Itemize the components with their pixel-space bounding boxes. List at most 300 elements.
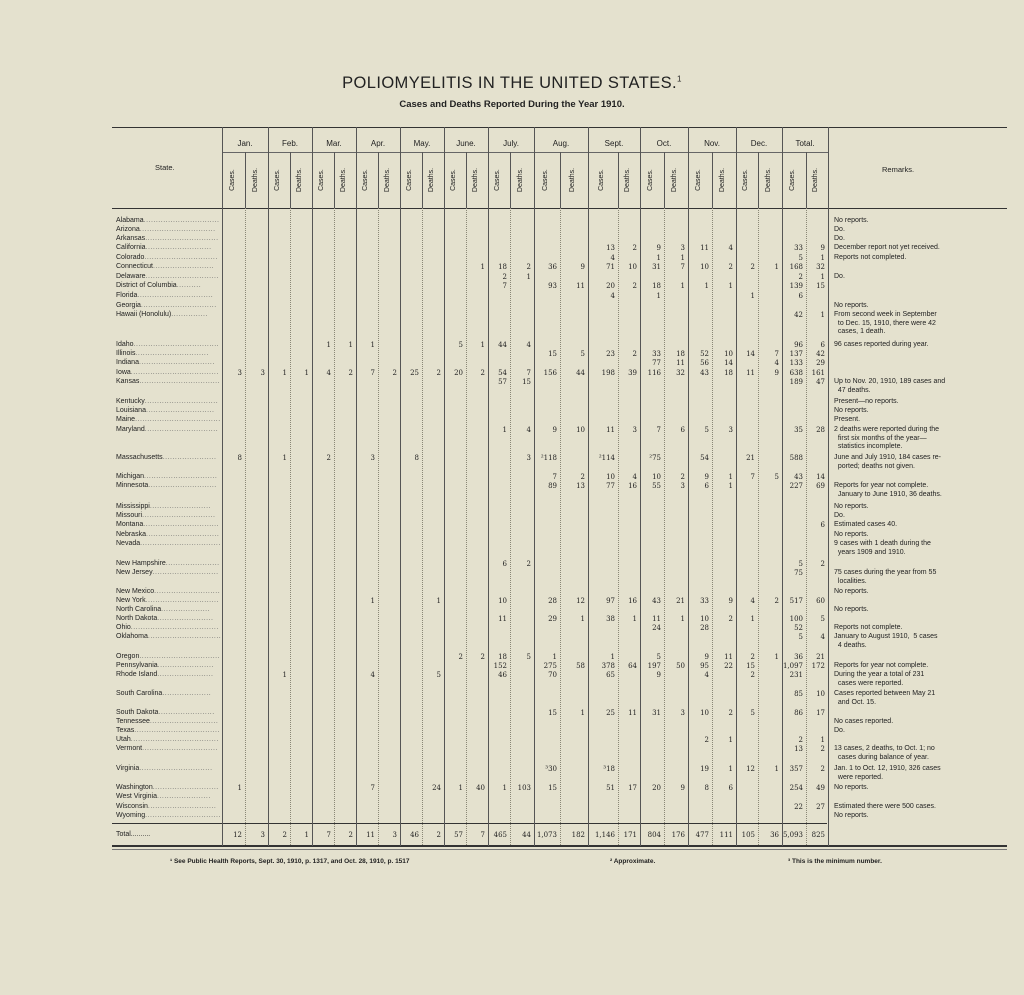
remark-text: June and July 1910, 184 cases re- ported; deaths not given. <box>834 454 942 470</box>
cell-value: 77 <box>606 482 615 490</box>
subcolumn-dots <box>290 208 291 845</box>
subcolumn-dots <box>758 208 759 845</box>
leader-dots: .............................. <box>135 350 209 357</box>
cell-value: 1 <box>282 454 287 462</box>
month-divider <box>400 127 401 846</box>
leader-dots: .............................. <box>142 512 216 519</box>
month-header: Mar. <box>326 139 342 148</box>
leader-dots: ............................... <box>143 521 220 528</box>
state-label <box>116 615 213 623</box>
month-divider <box>268 127 269 846</box>
remark-text: No reports. <box>834 812 869 819</box>
cell-value: 21 <box>676 597 685 605</box>
cell-value: 42 <box>816 350 825 358</box>
cell-value: 33 <box>794 244 803 252</box>
month-header: Feb. <box>281 139 298 148</box>
cell-value: 2 <box>632 282 637 290</box>
deaths-header: Deaths. <box>517 167 524 193</box>
cases-header: Cases. <box>450 169 457 191</box>
page-subtitle: Cases and Deaths Reported During the Year 1910. <box>399 99 625 110</box>
cell-value: 9 <box>680 784 685 792</box>
leader-dots: ................................... <box>134 727 220 734</box>
subcolumn-divider <box>422 152 423 208</box>
cell-value: 1 <box>728 473 733 481</box>
state-name: North Dakota <box>116 615 158 622</box>
cell-value: 2 <box>326 454 331 462</box>
cell-value: 5 <box>458 341 463 349</box>
cell-value: 3 <box>680 244 685 252</box>
cell-value: 2 <box>480 369 485 377</box>
state-name: South Carolina <box>116 690 163 697</box>
cell-value: 42 <box>794 311 803 319</box>
state-name: New York <box>116 597 146 604</box>
leader-dots: ............................ <box>145 407 215 414</box>
subcolumn-dots <box>560 208 561 845</box>
cell-value: 9 <box>552 426 557 434</box>
state-label <box>116 745 218 753</box>
cell-value: 2 <box>526 560 531 568</box>
cell-value: 75 <box>794 569 803 577</box>
cell-value: 18 <box>652 282 661 290</box>
cell-value: 10 <box>816 690 825 698</box>
cell-value: 15 <box>816 282 825 290</box>
cell-value: 89 <box>548 482 557 490</box>
cell-value: 18 <box>498 653 507 661</box>
state-name: New Mexico <box>116 588 155 595</box>
cell-value: 4 <box>326 369 331 377</box>
leader-dots: ................................... <box>133 341 220 348</box>
cell-value: 44 <box>576 369 585 377</box>
cell-value: 85 <box>794 690 803 698</box>
cell-value: 95 <box>700 662 709 670</box>
cell-value: 6 <box>704 482 709 490</box>
cell-value: 25 <box>410 369 419 377</box>
cell-value: 378 <box>601 662 615 670</box>
cell-value: 2 <box>820 745 825 753</box>
cell-value: 15 <box>548 784 557 792</box>
cell-value: 14 <box>724 359 733 367</box>
state-name: Montana <box>116 521 144 528</box>
state-name: Arizona <box>116 226 140 233</box>
cell-value: 2 <box>750 263 755 271</box>
remark-text: Up to Nov. 20, 1910, 189 cases and 47 deaths. <box>834 378 946 394</box>
cell-value: 4 <box>704 671 709 679</box>
deaths-header: Deaths. <box>624 167 631 193</box>
state-name: Louisiana <box>116 407 146 414</box>
cell-value: 93 <box>548 282 557 290</box>
cell-value: 64 <box>628 662 637 670</box>
cell-value: 638 <box>789 369 803 377</box>
state-label <box>116 426 218 434</box>
cell-value: 11 <box>676 359 685 367</box>
total-value: 1,073 <box>536 831 557 839</box>
state-label <box>116 292 213 300</box>
total-value: 825 <box>811 831 825 839</box>
state-name: Minnesota <box>116 482 149 489</box>
leader-dots: ........................... <box>154 588 221 595</box>
subcolumn-dots <box>510 208 511 845</box>
cell-value: 7 <box>656 426 661 434</box>
cell-value: 13 <box>606 244 615 252</box>
deaths-header: Deaths. <box>719 167 726 193</box>
state-label <box>116 588 220 596</box>
cell-value: 6 <box>820 341 825 349</box>
cell-value: 5 <box>704 426 709 434</box>
total-value: 2 <box>436 831 441 839</box>
state-name: North Carolina <box>116 606 162 613</box>
state-name: Utah <box>116 736 131 743</box>
total-value: 477 <box>695 831 709 839</box>
cell-value: 12 <box>746 765 755 773</box>
remark-text: Reports not completed. <box>834 254 907 261</box>
cell-value: 357 <box>789 765 803 773</box>
subcolumn-divider <box>758 152 759 208</box>
state-label <box>116 812 221 820</box>
cell-value: 15 <box>548 350 557 358</box>
cell-value: 1 <box>348 341 353 349</box>
cell-value: 1 <box>502 426 507 434</box>
cell-value: 7 <box>370 369 375 377</box>
state-name: Massachusetts <box>116 454 163 461</box>
cell-value: 18 <box>724 369 733 377</box>
cell-value: 10 <box>700 709 709 717</box>
state-label <box>116 244 212 252</box>
cell-value: 27 <box>816 803 825 811</box>
cell-value: 1 <box>436 597 441 605</box>
cell-value: 10 <box>652 473 661 481</box>
cell-value: 11 <box>652 615 661 623</box>
cell-value: 1 <box>610 653 615 661</box>
state-name: Vermont <box>116 745 143 752</box>
remark-text: No reports. <box>834 503 869 510</box>
cell-value: 3 <box>370 454 375 462</box>
leader-dots: ............................... <box>138 359 215 366</box>
cell-value: 1 <box>728 765 733 773</box>
deaths-header: Deaths. <box>251 167 259 193</box>
state-label <box>116 359 215 367</box>
cell-value: 5 <box>820 615 825 623</box>
state-header: State. <box>155 163 175 172</box>
cell-value: 116 <box>647 369 661 377</box>
cell-value: 97 <box>606 597 615 605</box>
state-label <box>116 690 211 698</box>
cell-value: 5 <box>798 633 803 641</box>
leader-dots: ........................... <box>152 784 219 791</box>
remark-text: Present—no reports. <box>834 398 899 405</box>
cell-value: 28 <box>816 426 825 434</box>
cell-value: 22 <box>794 803 803 811</box>
cell-value: 19 <box>700 765 709 773</box>
cases-header: Cases. <box>598 169 605 191</box>
cell-value: 5 <box>580 350 585 358</box>
state-label <box>116 512 215 520</box>
cell-value: 10 <box>498 597 507 605</box>
deaths-header: Deaths. <box>569 167 576 193</box>
cell-value: 189 <box>789 378 803 386</box>
cases-header: Cases. <box>362 169 369 191</box>
state-name: Georgia <box>116 302 141 309</box>
cell-value: 11 <box>746 369 755 377</box>
leader-dots: .............................. <box>144 473 218 480</box>
cell-value: 2 <box>502 273 507 281</box>
total-value: 36 <box>770 831 779 839</box>
month-header: Nov. <box>704 139 720 148</box>
month-header: Jan. <box>237 139 253 148</box>
deaths-header: Deaths. <box>671 167 678 193</box>
state-label <box>116 378 220 386</box>
total-value: 176 <box>671 831 685 839</box>
cell-value: 7 <box>502 282 507 290</box>
cell-value: 9 <box>774 369 779 377</box>
cell-value: 7 <box>774 350 779 358</box>
state-name: Wyoming <box>116 812 146 819</box>
cell-value: 1 <box>580 709 585 717</box>
state-name: Virginia <box>116 765 140 772</box>
state-label <box>116 282 201 290</box>
leader-dots: ................................... <box>135 416 221 423</box>
total-value: 465 <box>493 831 507 839</box>
cell-value: 1 <box>632 615 637 623</box>
cell-value: 1 <box>458 784 463 792</box>
remark-text: 75 cases during the year from 55 localities. <box>834 569 937 585</box>
cell-value: 17 <box>816 709 825 717</box>
cell-value: 2 <box>728 615 733 623</box>
cell-value: 1 <box>820 273 825 281</box>
cases-header: Cases. <box>789 169 796 191</box>
cell-value: 1 <box>480 341 485 349</box>
state-label <box>116 803 216 811</box>
month-header: Dec. <box>750 139 768 148</box>
leader-dots: ................................. <box>139 378 221 385</box>
cell-value: 2 <box>458 653 463 661</box>
cell-value: 2 <box>436 369 441 377</box>
subcolumn-divider <box>378 152 379 208</box>
leader-dots: ...................... <box>156 793 211 800</box>
subcolumn-divider <box>712 152 713 208</box>
leader-dots: ............................... <box>143 217 220 224</box>
state-label <box>116 784 219 792</box>
cell-value: 24 <box>652 624 661 632</box>
cell-value: 3 <box>526 454 531 462</box>
footnote-1: ¹ See Public Health Reports, Sept. 30, 1910, p. 1317, and Oct. 28, 1910, p. 1517 <box>170 858 410 865</box>
cell-value: 4 <box>632 473 637 481</box>
deaths-header: Deaths. <box>812 167 819 193</box>
cell-value: 103 <box>517 784 531 792</box>
subcolumn-dots <box>422 208 423 845</box>
cell-value: 13 <box>794 745 803 753</box>
state-name: Michigan <box>116 473 145 480</box>
cell-value: 77 <box>652 359 661 367</box>
table-top-rule <box>112 127 1007 128</box>
cell-value: 21 <box>816 653 825 661</box>
cell-value: 3 <box>680 482 685 490</box>
remark-text: Do. <box>834 727 845 734</box>
subcolumn-divider <box>334 152 335 208</box>
state-label <box>116 709 215 717</box>
month-header: Oct. <box>656 139 672 148</box>
cell-value: 13 <box>576 482 585 490</box>
cell-value: 1,097 <box>782 662 803 670</box>
cell-value: 38 <box>606 615 615 623</box>
state-label <box>116 569 219 577</box>
total-value: 5,093 <box>782 831 803 839</box>
cell-value: 517 <box>789 597 803 605</box>
cell-value: 11 <box>628 709 637 717</box>
remark-text: No reports. <box>834 606 869 613</box>
cell-value: 1 <box>820 254 825 262</box>
cell-value: 23 <box>606 350 615 358</box>
total-value: 46 <box>410 831 419 839</box>
subcolumn-dots <box>712 208 713 845</box>
cell-value: 52 <box>794 624 803 632</box>
state-label <box>116 482 217 490</box>
footnote-rule <box>112 849 1007 850</box>
state-name: Tennessee <box>116 718 150 725</box>
cell-value: 2 <box>798 736 803 744</box>
state-name: Pennsylvania <box>116 662 158 669</box>
state-name: District of Columbia <box>116 282 177 289</box>
state-name: Missouri <box>116 512 143 519</box>
cell-value: 3 <box>728 426 733 434</box>
cell-value: 33 <box>652 350 661 358</box>
cell-value: 33 <box>700 597 709 605</box>
leader-dots: .............................. <box>145 273 219 280</box>
leader-dots: ...................... <box>162 454 217 461</box>
month-header: Sept. <box>604 139 624 148</box>
remark-text: Do. <box>834 226 845 233</box>
cell-value: 4 <box>610 254 615 262</box>
cell-value: 86 <box>794 709 803 717</box>
state-name: Wisconsin <box>116 803 148 810</box>
cell-value: 10 <box>724 350 733 358</box>
total-value: 1,146 <box>594 831 615 839</box>
subcolumn-divider <box>245 152 246 208</box>
cell-value: 2 <box>526 263 531 271</box>
month-divider <box>828 127 829 846</box>
state-label <box>116 398 218 406</box>
state-label <box>116 350 209 358</box>
cell-value: 16 <box>628 482 637 490</box>
cell-value: 1 <box>502 784 507 792</box>
cell-value: 12 <box>576 597 585 605</box>
cell-value: 254 <box>789 784 803 792</box>
cases-header: Cases. <box>695 169 702 191</box>
state-label <box>116 416 221 424</box>
cell-value: 4 <box>750 597 755 605</box>
month-header: Total. <box>795 139 815 148</box>
cell-value: 5 <box>526 653 531 661</box>
month-header: Aug. <box>552 139 570 148</box>
state-label <box>116 235 219 243</box>
state-label <box>116 217 219 225</box>
remark-text: No reports. <box>834 217 869 224</box>
state-label <box>116 454 216 462</box>
subcolumn-divider <box>466 152 467 208</box>
cell-value: 10 <box>606 473 615 481</box>
deaths-header: Deaths. <box>296 167 303 193</box>
state-label <box>116 736 219 744</box>
cell-value: 1 <box>580 615 585 623</box>
state-name: Rhode Island <box>116 671 158 678</box>
remark-text: 96 cases reported during year. <box>834 341 929 348</box>
cell-value: 57 <box>498 378 507 386</box>
cell-value: 4 <box>610 292 615 300</box>
cell-value: ²114 <box>598 454 615 462</box>
state-label <box>116 263 214 271</box>
state-label <box>116 341 219 349</box>
cell-value: 172 <box>811 662 825 670</box>
cell-value: 1 <box>680 282 685 290</box>
total-value: 3 <box>392 831 397 839</box>
subcolumn-dots <box>334 208 335 845</box>
month-header: Apr. <box>370 139 386 148</box>
month-header: June. <box>456 139 476 148</box>
cell-value: 5 <box>436 671 441 679</box>
cell-value: 139 <box>789 282 803 290</box>
cell-value: 20 <box>606 282 615 290</box>
leader-dots: .............................. <box>145 235 219 242</box>
leader-dots: ....................... <box>157 671 214 678</box>
remark-text: No cases reported. <box>834 718 894 725</box>
cell-value: 1 <box>774 263 779 271</box>
cell-value: 8 <box>414 454 419 462</box>
cell-value: 29 <box>548 615 557 623</box>
cell-value: 17 <box>628 784 637 792</box>
leader-dots: .................................... <box>130 624 219 631</box>
cell-value: 9 <box>820 244 825 252</box>
cell-value: 9 <box>580 263 585 271</box>
cell-value: 70 <box>548 671 557 679</box>
remark-text: January to August 1910, 5 cases 4 deaths. <box>834 633 938 649</box>
cell-value: 5 <box>774 473 779 481</box>
total-value: 57 <box>454 831 463 839</box>
state-name: California <box>116 244 146 251</box>
cell-value: 100 <box>789 615 803 623</box>
subcolumn-dots <box>618 208 619 845</box>
cell-value: 2 <box>480 653 485 661</box>
leader-dots: ............................... <box>142 745 218 752</box>
leader-dots: ........................... <box>152 569 219 576</box>
cell-value: 4 <box>526 341 531 349</box>
total-value: 44 <box>522 831 531 839</box>
remark-text: 9 cases with 1 death during the years 1909 and 1910. <box>834 540 931 556</box>
cell-value: 31 <box>652 709 661 717</box>
page-title: POLIOMYELITIS IN THE UNITED STATES.$^1$ <box>342 74 682 92</box>
leader-dots: .............................. <box>144 426 219 433</box>
remark-text: Present. <box>834 416 861 423</box>
cell-value: 11 <box>700 244 709 252</box>
cell-value: 2 <box>348 369 353 377</box>
cell-value: 22 <box>724 662 733 670</box>
leader-dots: ............................ <box>147 803 217 810</box>
state-label <box>116 302 217 310</box>
cell-value: ²75 <box>649 454 661 462</box>
cell-value: 6 <box>728 784 733 792</box>
state-label <box>116 226 216 234</box>
deaths-header: Deaths. <box>384 167 391 193</box>
cell-value: 9 <box>704 653 709 661</box>
total-label: Total.......... <box>116 831 151 838</box>
subcolumn-dots <box>664 208 665 845</box>
cell-value: 24 <box>432 784 441 792</box>
leader-dots: ....................... <box>157 662 214 669</box>
cell-value: 20 <box>652 784 661 792</box>
cell-value: 2 <box>750 653 755 661</box>
cell-value: 36 <box>548 263 557 271</box>
state-name: Ohio <box>116 624 131 631</box>
cell-value: 1 <box>728 482 733 490</box>
remark-text: Jan. 1 to Oct. 12, 1910, 326 cases were reported. <box>834 765 941 781</box>
